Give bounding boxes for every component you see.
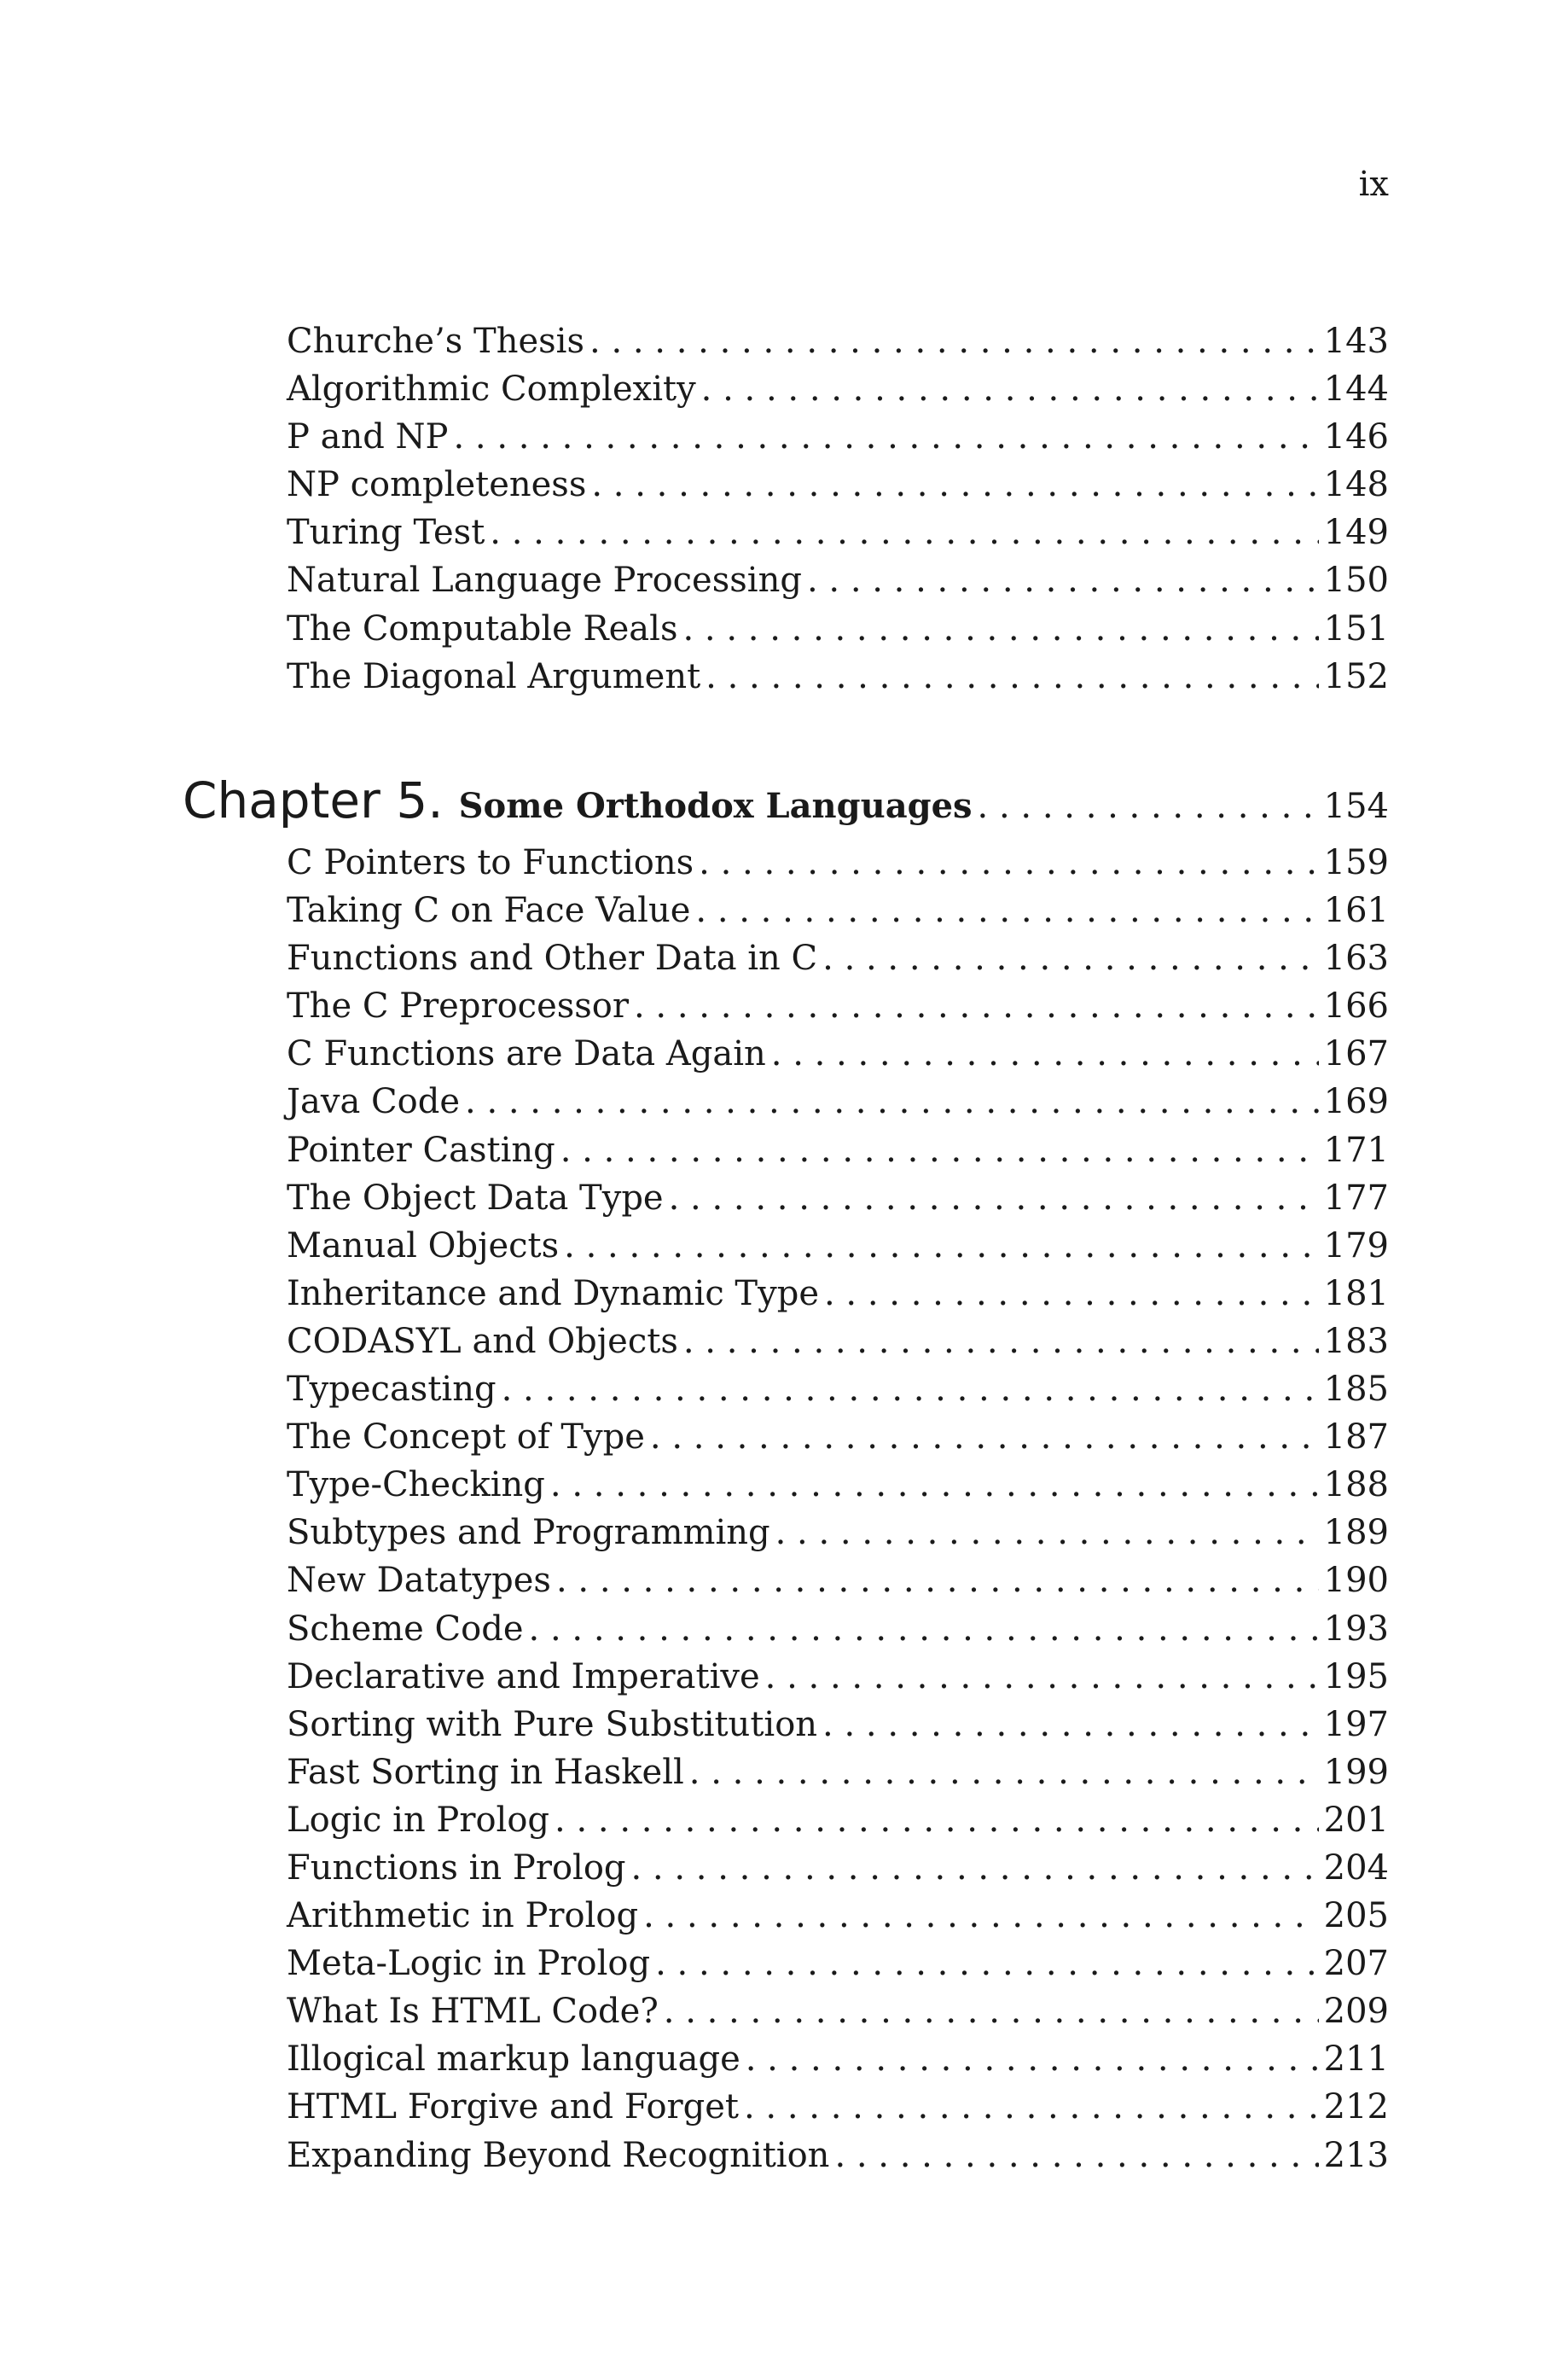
dot-leader (655, 1940, 1319, 1987)
toc-entry (287, 1701, 1389, 1748)
toc-entry-title: What Is HTML Code? (287, 1992, 659, 2032)
dot-leader (771, 1030, 1319, 1078)
toc-entry-title: Taking C on Face Value (287, 891, 691, 931)
toc-entry-page: 166 (1323, 986, 1389, 1027)
toc-entry-page: 167 (1323, 1034, 1389, 1074)
dot-leader (589, 317, 1319, 365)
toc-section-chapter-5 (287, 839, 1389, 2179)
dot-leader (695, 887, 1318, 934)
toc-entry-page: 169 (1323, 1082, 1389, 1122)
toc-entry-title: Type-Checking (287, 1465, 545, 1505)
toc-entry (287, 1796, 1389, 1844)
toc-entry (287, 1653, 1389, 1701)
toc-entry (287, 934, 1389, 982)
toc-entry-title: Java Code (287, 1082, 461, 1122)
toc-entry (287, 1556, 1389, 1604)
toc-entry-page: 149 (1323, 513, 1389, 553)
dot-leader (529, 1605, 1319, 1653)
toc-entry-title: Algorithmic Complexity (287, 369, 696, 410)
toc-entry-title: Sorting with Pure Substitution (287, 1704, 818, 1744)
toc-entry-title: Logic in Prolog (287, 1800, 550, 1840)
dot-leader (824, 1270, 1319, 1318)
dot-leader (978, 787, 1319, 826)
toc-entry (287, 1844, 1389, 1892)
toc-entry-page: 195 (1323, 1656, 1389, 1696)
toc-entry (287, 1987, 1389, 2035)
toc-entry (287, 2132, 1389, 2179)
toc-entry-page: 193 (1323, 1609, 1389, 1649)
toc-entry (287, 317, 1389, 365)
toc-entry-page: 161 (1323, 891, 1389, 931)
toc-entry-page: 213 (1323, 2135, 1389, 2175)
toc-entry-page: 159 (1323, 843, 1389, 882)
toc-entry-title: Typecasting (287, 1370, 497, 1410)
toc-entry (287, 1318, 1389, 1365)
chapter-page: 154 (1323, 787, 1389, 826)
toc-entry-title: P and NP (287, 417, 449, 457)
dot-leader (465, 1078, 1319, 1126)
dot-leader (631, 1844, 1319, 1892)
toc-entry-page: 185 (1323, 1370, 1389, 1410)
dot-leader (634, 982, 1319, 1030)
toc-entry-title: Subtypes and Programming (287, 1513, 770, 1553)
toc-entry-title: C Pointers to Functions (287, 843, 694, 882)
toc-entry-page: 209 (1323, 1992, 1389, 2032)
dot-leader (807, 556, 1319, 604)
toc-entry-title: Arithmetic in Prolog (287, 1896, 639, 1936)
toc-entry-page: 177 (1323, 1178, 1389, 1218)
toc-entry (287, 2035, 1389, 2083)
toc-entry-title: Functions and Other Data in C (287, 939, 818, 979)
toc-entry-page: 163 (1323, 939, 1389, 979)
toc-entry (287, 1365, 1389, 1413)
toc-entry-title: The Object Data Type (287, 1178, 664, 1218)
toc-entry (287, 1461, 1389, 1509)
toc-entry-page: 212 (1323, 2087, 1389, 2127)
toc-entry-page: 183 (1323, 1321, 1389, 1361)
toc-entry-page: 211 (1323, 2039, 1389, 2080)
dot-leader (765, 1653, 1319, 1701)
toc-entry-title: Functions in Prolog (287, 1847, 626, 1888)
toc-entry-title: CODASYL and Objects (287, 1321, 678, 1361)
toc-entry-page: 201 (1323, 1800, 1389, 1840)
dot-leader (555, 1796, 1319, 1844)
toc-entry-page: 204 (1323, 1847, 1389, 1888)
toc-entry (287, 1030, 1389, 1078)
toc-entry-title: New Datatypes (287, 1561, 551, 1601)
dot-leader (560, 1126, 1319, 1174)
dot-leader (502, 1365, 1319, 1413)
toc-entry-page: 207 (1323, 1944, 1389, 1984)
chapter-title: Some Orthodox Languages (458, 786, 973, 826)
dot-leader (682, 605, 1318, 653)
toc-entry-title: Churche’s Thesis (287, 322, 585, 361)
toc-entry (287, 653, 1389, 701)
toc-entry (287, 1413, 1389, 1461)
dot-leader (775, 1509, 1319, 1556)
toc-entry-title: Pointer Casting (287, 1130, 555, 1170)
dot-leader (453, 413, 1318, 461)
dot-leader (550, 1461, 1319, 1509)
dot-leader (689, 1748, 1319, 1796)
toc-entry (287, 2083, 1389, 2131)
toc-entry-title: Scheme Code (287, 1609, 524, 1649)
toc-entry-title: The Diagonal Argument (287, 656, 701, 696)
toc-entry-page: 199 (1323, 1752, 1389, 1792)
chapter-label: Chapter 5. (183, 771, 444, 829)
toc-entry-page: 146 (1323, 417, 1389, 457)
toc-entry-title: HTML Forgive and Forget (287, 2087, 739, 2127)
dot-leader (822, 1701, 1319, 1748)
toc-entry-title: Manual Objects (287, 1225, 560, 1265)
toc-entry (287, 1222, 1389, 1270)
dot-leader (699, 839, 1318, 887)
dot-leader (822, 934, 1319, 982)
toc-entry (287, 1509, 1389, 1556)
toc-entry-page: 144 (1323, 369, 1389, 410)
toc-entry-title: Inheritance and Dynamic Type (287, 1273, 819, 1313)
toc-entry (287, 605, 1389, 653)
toc-entry (287, 1940, 1389, 1987)
toc-entry (287, 887, 1389, 934)
toc-entry-title: Turing Test (287, 513, 485, 553)
toc-entry (287, 1126, 1389, 1174)
toc-entry (287, 556, 1389, 604)
toc-section-continued (287, 317, 1389, 701)
toc-entry-page: 179 (1323, 1225, 1389, 1265)
toc-entry (287, 509, 1389, 556)
toc-entry-page: 197 (1323, 1704, 1389, 1744)
toc-entry-title: Natural Language Processing (287, 561, 802, 601)
toc-entry (287, 839, 1389, 887)
chapter-heading (183, 771, 1389, 830)
dot-leader (650, 1413, 1319, 1461)
dot-leader (744, 2083, 1319, 2131)
dot-leader (490, 509, 1318, 556)
toc-entry (287, 1270, 1389, 1318)
toc-entry-page: 205 (1323, 1896, 1389, 1936)
toc-entry (287, 461, 1389, 509)
dot-leader (556, 1556, 1319, 1604)
toc-entry-title: The C Preprocessor (287, 986, 629, 1027)
toc-entry-title: C Functions are Data Again (287, 1034, 766, 1074)
dot-leader (701, 365, 1319, 413)
toc-entry-title: Fast Sorting in Haskell (287, 1752, 684, 1792)
toc-entry (287, 1892, 1389, 1940)
toc-entry-page: 190 (1323, 1561, 1389, 1601)
toc-entry-page: 150 (1323, 561, 1389, 601)
toc-entry (287, 982, 1389, 1030)
toc-entry-page: 181 (1323, 1273, 1389, 1313)
toc-entry (287, 413, 1389, 461)
toc-entry (287, 1748, 1389, 1796)
dot-leader (683, 1318, 1319, 1365)
toc-entry (287, 1078, 1389, 1126)
dot-leader (834, 2132, 1318, 2179)
toc-entry-title: The Computable Reals (287, 608, 678, 649)
page-number: ix (1358, 165, 1389, 204)
toc-entry-title: Declarative and Imperative (287, 1656, 760, 1696)
toc-entry-page: 171 (1323, 1130, 1389, 1170)
toc-entry-title: The Concept of Type (287, 1417, 645, 1457)
dot-leader (664, 1987, 1319, 2035)
dot-leader (669, 1174, 1319, 1222)
toc-entry (287, 1174, 1389, 1222)
toc-entry-title: Illogical markup language (287, 2039, 740, 2080)
dot-leader (591, 461, 1318, 509)
dot-leader (746, 2035, 1319, 2083)
toc-entry (287, 365, 1389, 413)
toc-entry-title: Meta-Logic in Prolog (287, 1944, 651, 1984)
toc-entry (287, 1605, 1389, 1653)
toc-entry-page: 143 (1323, 322, 1389, 361)
toc-entry-page: 187 (1323, 1417, 1389, 1457)
toc-entry-page: 189 (1323, 1513, 1389, 1553)
toc-entry-page: 151 (1323, 608, 1389, 649)
dot-leader (564, 1222, 1318, 1270)
toc-entry-page: 152 (1323, 656, 1389, 696)
toc-entry-title: NP completeness (287, 465, 587, 505)
toc-entry-title: Expanding Beyond Recognition (287, 2135, 830, 2175)
toc-entry-page: 148 (1323, 465, 1389, 505)
toc-entry-page: 188 (1323, 1465, 1389, 1505)
dot-leader (706, 653, 1318, 701)
dot-leader (643, 1892, 1319, 1940)
